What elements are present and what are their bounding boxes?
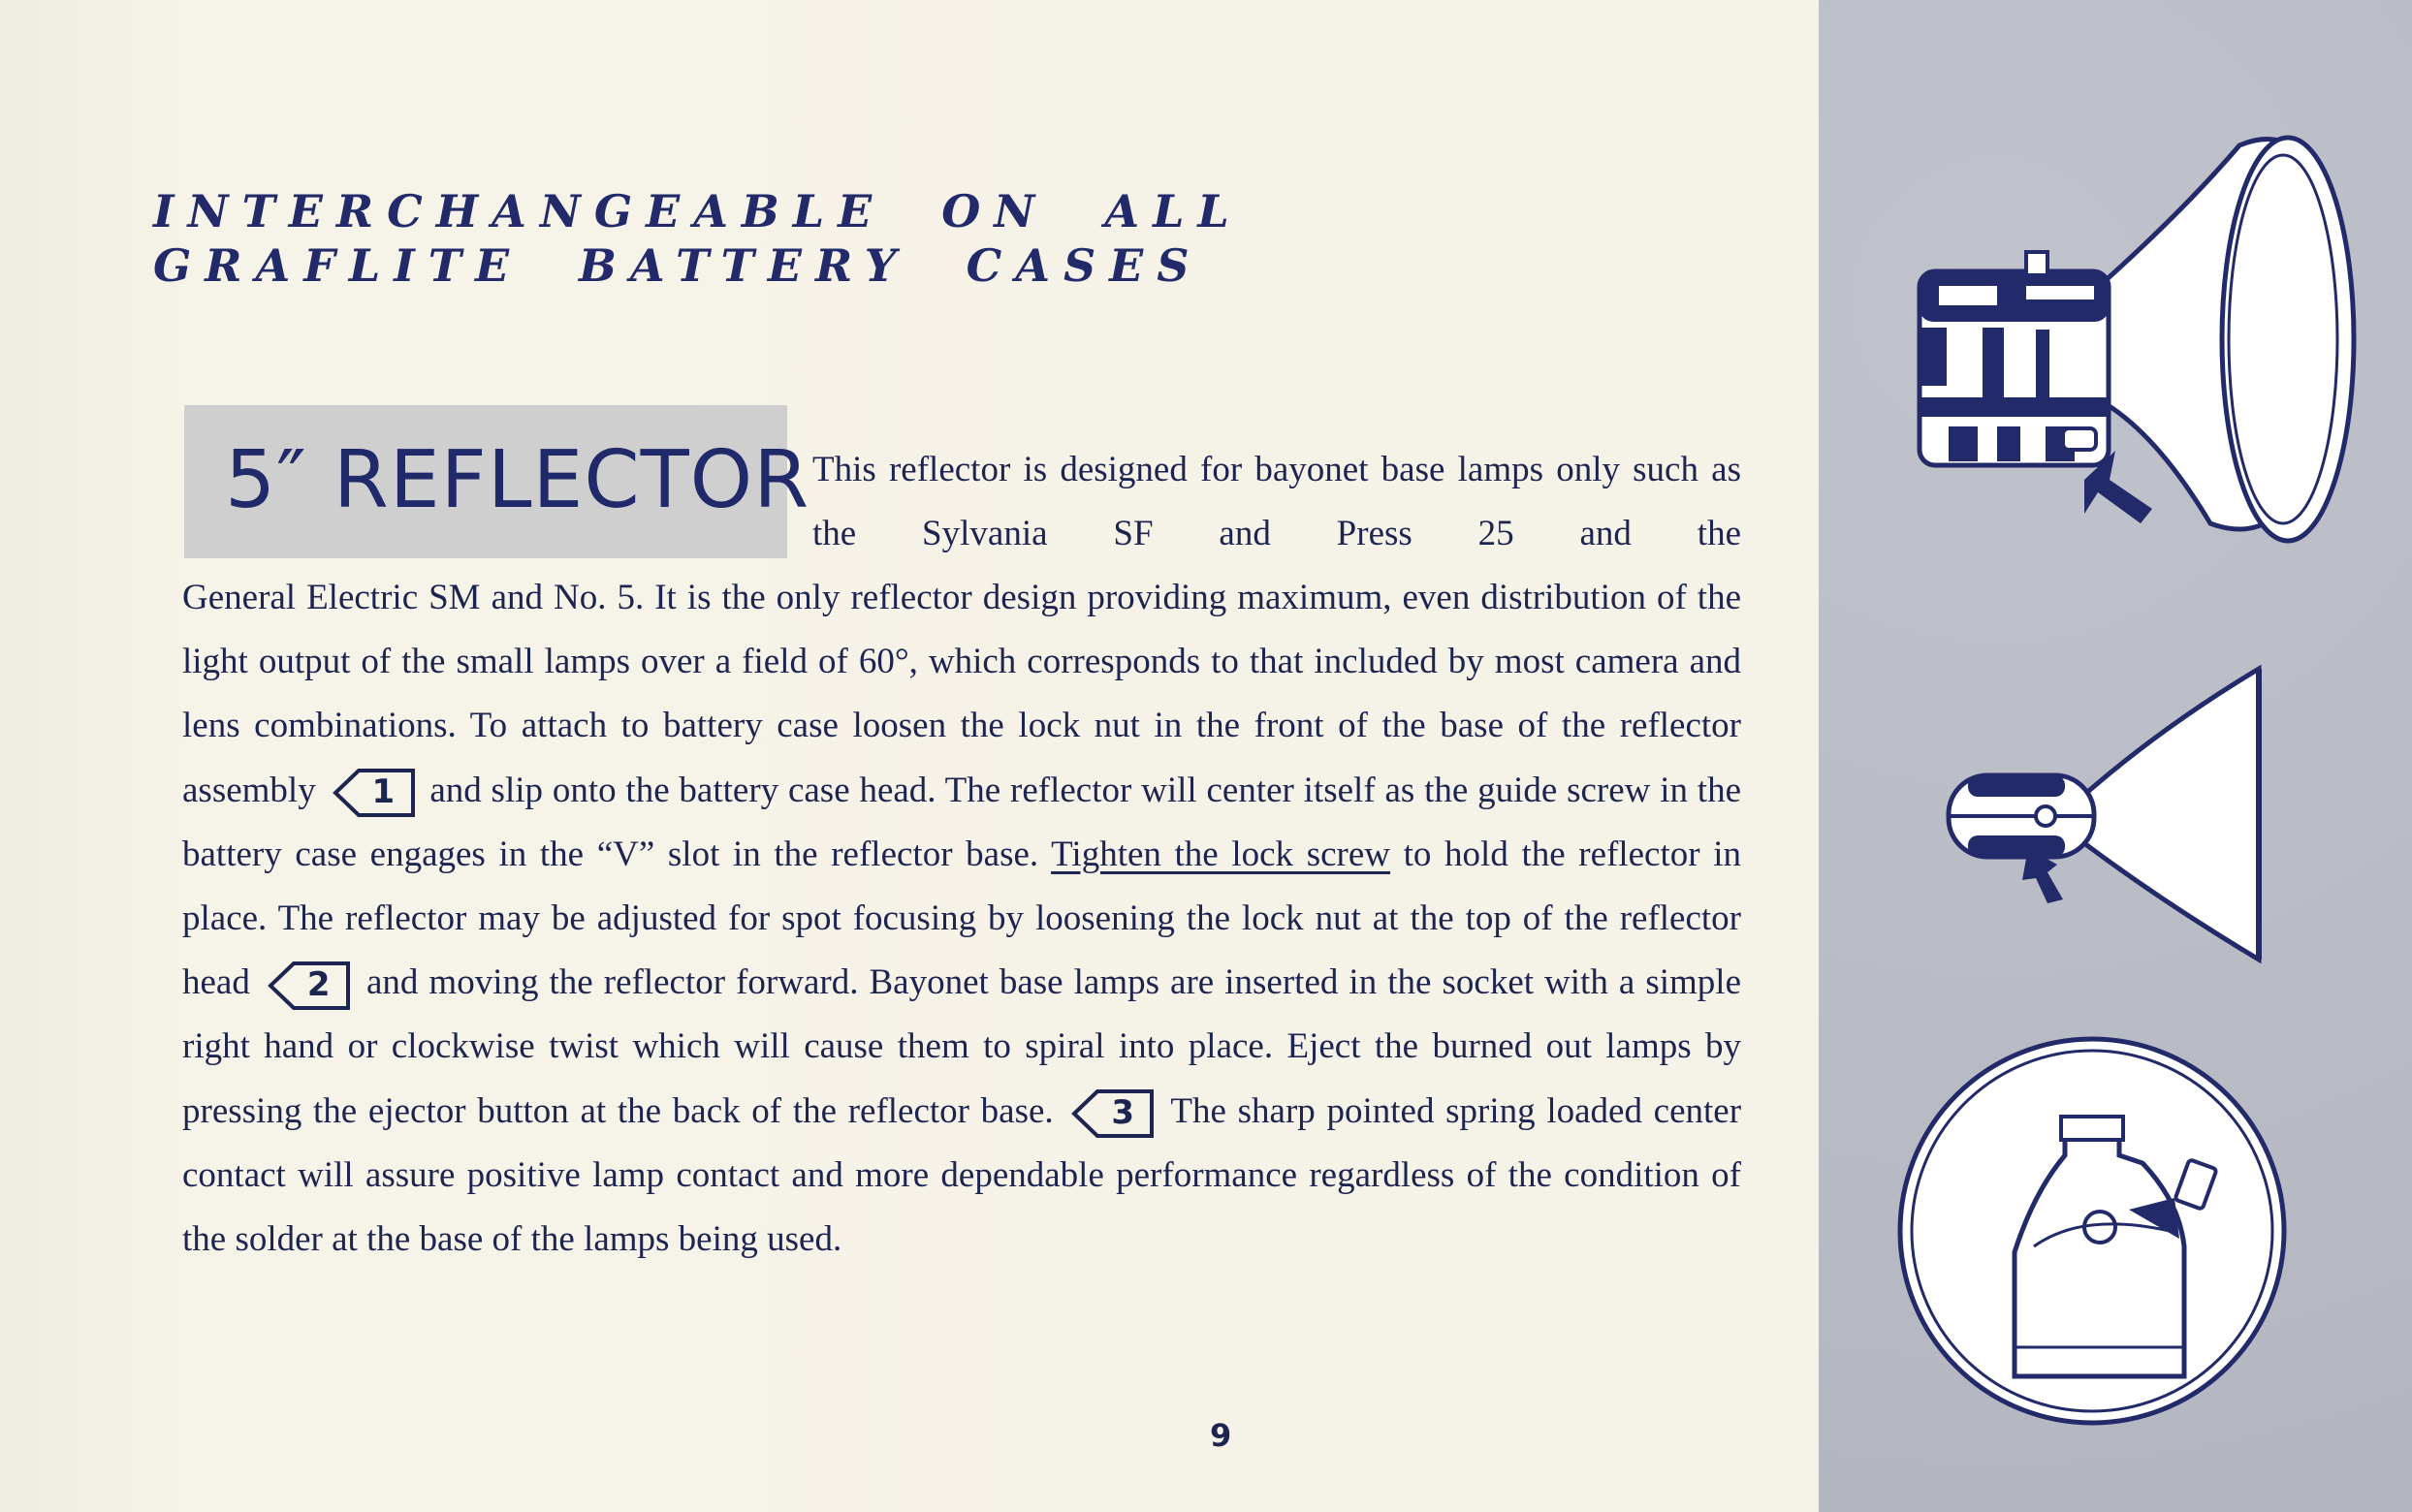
header-line-2 <box>153 238 1203 293</box>
body-text: The sharp pointed spring loaded center contact will assure positive lamp contact and more dependable performance regardless of the condition of the solder at the base of the lamps being used. <box>182 1090 1742 1260</box>
callout-number: 3 <box>1111 1093 1135 1133</box>
section-title-box <box>184 405 810 558</box>
page-header <box>153 184 1243 293</box>
body-text: and moving the reflector forward. Bayonet base lamps are inserted in the socket with a simple right hand or clockwise twist which will cause them to spiral into place. Eject the burned out lamps by pressing the ejector button at the back of the reflector base. <box>182 962 1742 1131</box>
body-paragraph <box>182 566 1741 1272</box>
callout-2 <box>267 960 350 1012</box>
reflector-side-view-illustration <box>1890 107 2375 562</box>
callout-number: 2 <box>306 964 331 1004</box>
callout-number: 1 <box>371 772 396 812</box>
section-title: 5″ REFLECTOR <box>225 434 810 526</box>
underlined-instruction: Tighten the lock screw <box>1051 834 1390 874</box>
lamp-base-detail-illustration <box>1888 1027 2296 1434</box>
header-word: BATTERY <box>579 239 910 292</box>
page-number: 9 <box>1210 1417 1232 1454</box>
callout-1 <box>332 767 415 819</box>
header-word: ALL <box>1104 185 1243 237</box>
header-word: ON <box>941 185 1049 237</box>
header-word: INTERCHANGEABLE <box>153 185 886 237</box>
header-line-1 <box>153 184 1243 238</box>
body-text: to hold the reflector in place. The reflector may be adjusted for spot focusing by loosening the lock nut at the top of the reflector head <box>182 834 1741 1003</box>
header-word: CASES <box>966 239 1203 292</box>
intro-paragraph: This reflector is designed for bayonet base lamps only such as the Sylvania SF and Press 25 and the <box>812 450 1741 553</box>
reflector-front-view-illustration <box>1939 649 2288 979</box>
body-text: and slip onto the battery case head. The reflector will center itself as the guide screw in the battery case engages in the “V” slot in the reflector base. <box>182 770 1741 874</box>
header-word: GRAFLITE <box>153 239 524 292</box>
callout-3 <box>1070 1087 1154 1140</box>
body-text: General Electric SM and No. 5. It is the only reflector design providing maximum, even distribution of the light output of the small lamps over a field of 60°, which corresponds to that included by most camera and lens combinations. To attach to battery case loosen the lock nut in the front of the base of the reflector assembly <box>182 578 1741 810</box>
